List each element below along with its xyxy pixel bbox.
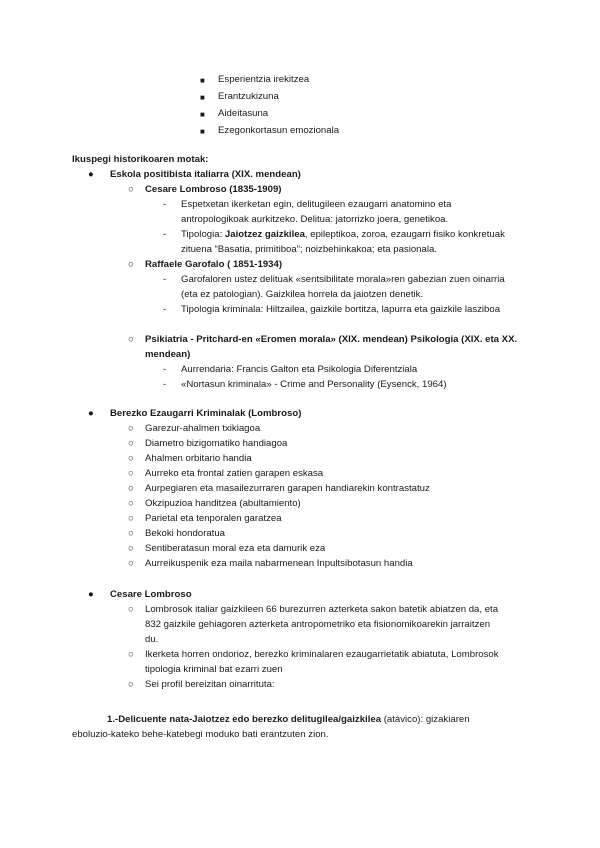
section-heading: Cesare Lombroso <box>110 589 192 600</box>
lombroso-typology <box>181 227 505 242</box>
dash-bullet-icon: - <box>163 379 167 390</box>
garofalo-item: Garofaloren ustez delituak «sentsibilitate morala»ren gabezian zuen oinarria <box>181 274 505 285</box>
list-item: Okzipuzioa handitzea (abultamiento) <box>145 498 301 509</box>
list-item: Aideitasuna <box>218 108 269 119</box>
list-item: Garezur-ahalmen txikiagoa <box>145 423 261 434</box>
list-item: Ezegonkortasun emozionala <box>218 125 340 136</box>
disc-bullet-icon: ● <box>88 589 94 600</box>
circle-bullet-icon: ○ <box>128 558 134 569</box>
circle-bullet-icon: ○ <box>128 483 134 494</box>
garofalo-typology: Tipologia kriminala: Hiltzailea, gaizkile bortitza, lapurra eta gaizkile lasziboa <box>181 304 501 315</box>
closing-bold: 1.-Delicuente nata-Jaiotzez edo berezko delitugilea/gaizkilea <box>107 714 382 725</box>
square-bullet-icon: ■ <box>200 76 205 85</box>
circle-bullet-icon: ○ <box>128 649 134 660</box>
circle-bullet-icon: ○ <box>128 334 134 345</box>
section-heading: Ikuspegi historikoaren motak: <box>72 154 209 165</box>
lombroso-result-cont: tipologia kriminal bat ezarri zuen <box>145 664 283 675</box>
list-item: Aurreko eta frontal zatien garapen eskasa <box>145 468 324 479</box>
profiles-intro: Sei profil bereizitan oinarrituta: <box>145 679 275 690</box>
lombroso-name: Cesare Lombroso (1835-1909) <box>145 184 282 195</box>
psikiatria-heading-cont: mendean) <box>145 349 191 360</box>
list-item: Diametro bizigomatiko handiagoa <box>145 438 288 449</box>
dash-bullet-icon: - <box>163 304 167 315</box>
section-heading: Berezko Ezaugarri Kriminalak (Lombroso) <box>110 408 302 419</box>
square-bullet-icon: ■ <box>200 127 205 136</box>
dash-bullet-icon: - <box>163 364 167 375</box>
list-item: Sentiberatasun moral eza eta damurik eza <box>145 543 326 554</box>
list-item: Esperientzia irekitzea <box>218 74 310 85</box>
list-item: Bekoki hondoratua <box>145 528 226 539</box>
circle-bullet-icon: ○ <box>128 468 134 479</box>
psikiatria-item: «Nortasun kriminala» - Crime and Personality (Eysenck, 1964) <box>181 379 447 390</box>
list-item: Ahalmen orbitario handia <box>145 453 252 464</box>
typology-rest: , epileptikoa, zoroa, ezaugarri fisiko konkretuak <box>304 229 505 240</box>
school-heading: Eskola positibista italiarra (XIX. mendean) <box>110 169 301 180</box>
lombroso-item-cont: antropologikoak aurkitzeko. Delitua: jatorrizko joera, genetikoa. <box>181 214 449 225</box>
circle-bullet-icon: ○ <box>128 184 134 195</box>
circle-bullet-icon: ○ <box>128 679 134 690</box>
square-bullet-icon: ■ <box>200 93 205 102</box>
dash-bullet-icon: - <box>163 199 167 210</box>
circle-bullet-icon: ○ <box>128 423 134 434</box>
circle-bullet-icon: ○ <box>128 259 134 270</box>
closing-paragraph-cont: eboluzio-kateko behe-katebegi moduko bati erantzuten zion. <box>72 729 329 740</box>
garofalo-name: Raffaele Garofalo ( 1851-1934) <box>145 259 283 270</box>
lombroso-study-cont: du. <box>145 634 159 645</box>
typology-bold: Jaiotzez gaizkilea <box>224 229 305 240</box>
circle-bullet-icon: ○ <box>128 453 134 464</box>
list-item: Erantzukizuna <box>218 91 279 102</box>
lombroso-study-cont: 832 gaizkile gehiagoren azterketa antropometriko eta fisionomikoarekin jarraitzen <box>145 619 491 630</box>
circle-bullet-icon: ○ <box>128 528 134 539</box>
garofalo-item-cont: (eta ez patologian). Gaizkilea horrela da jaiotzen denetik. <box>181 289 424 300</box>
typology-prefix: Tipologia: <box>181 229 225 240</box>
psikiatria-item: Aurrendaria: Francis Galton eta Psikologia Diferentziala <box>181 364 418 375</box>
square-bullet-icon: ■ <box>200 110 205 119</box>
closing-normal: (atávico): gizakiaren <box>381 714 470 725</box>
disc-bullet-icon: ● <box>88 169 94 180</box>
circle-bullet-icon: ○ <box>128 438 134 449</box>
list-item: Aurreikuspenik eza maila nabarmenean Inpultsibotasun handia <box>145 558 413 569</box>
circle-bullet-icon: ○ <box>128 604 134 615</box>
circle-bullet-icon: ○ <box>128 543 134 554</box>
lombroso-result: Ikerketa horren ondorioz, berezko kriminalaren ezaugarrietatik abiatuta, Lombrosok <box>145 649 499 660</box>
closing-paragraph <box>107 712 470 727</box>
dash-bullet-icon: - <box>163 229 167 240</box>
list-item: Parietal eta tenporalen garatzea <box>145 513 282 524</box>
dash-bullet-icon: - <box>163 274 167 285</box>
lombroso-typology-cont: zituena “Basatia, primitiboa”; noizbehinkakoa; eta pasionala. <box>181 244 437 255</box>
lombroso-study: Lombrosok italiar gaizkileen 66 burezurren azterketa sakon batetik abiatzen da, eta <box>145 604 499 615</box>
disc-bullet-icon: ● <box>88 408 94 419</box>
circle-bullet-icon: ○ <box>128 498 134 509</box>
lombroso-item: Espetxetan ikerketan egin, delitugileen ezaugarri anatomino eta <box>181 199 452 210</box>
psikiatria-heading: Psikiatria - Pritchard-en «Eromen morala» (XIX. mendean) Psikologia (XIX. eta XX. <box>145 334 518 345</box>
circle-bullet-icon: ○ <box>128 513 134 524</box>
list-item: Aurpegiaren eta masailezurraren garapen handiarekin kontrastatuz <box>145 483 430 494</box>
